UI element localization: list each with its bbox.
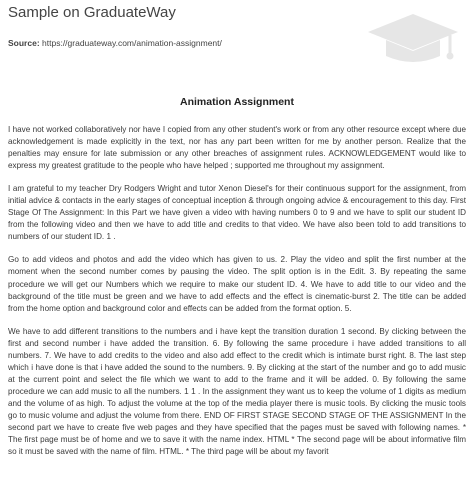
graduation-cap-icon (360, 10, 466, 70)
source-url[interactable]: https://graduateway.com/animation-assignment/ (42, 38, 222, 48)
paragraph: Go to add videos and photos and add the video which has given to us. 2. Play the video and split the first number at the moment when the second number comes by pausing the video. The split option is in the Edit. 3. By repeating the same procedure we will get our Numbers which we require to make our student ID. 4. We have to add title to our video and the background of the title must be green and we have to add effects and the effect is cinematic-burst 2. The title can be added from the home option and background color and effects can be added from the format option. 5. (8, 255, 466, 313)
source-label: Source: (8, 38, 40, 48)
site-title[interactable]: Sample on GraduateWay (8, 4, 176, 21)
paragraph: I have not worked collaboratively nor have I copied from any other student's work or from any other resource except where due acknowledgement is made explicitly in the text, nor has any part been written for me by another person. Realize that the penalties may ensure for late submission or any other breaches of assignment rules. ACKNOWLEDGEMENT would like to express my greatest gratitude to the people who have helped ; supported me throughout my assignment. (8, 125, 466, 171)
source-line (8, 38, 222, 48)
paragraph: We have to add different transitions to the numbers and i have kept the transition duration 1 second. By clicking between the first and second number i have added the transition. 6. By following the same procedure i have added transitions to all numbers. 7. We have to add credits to the video and also add effect to the credit which is intimate burst right. 8. The last step which i have done is that i have added the sound to the numbers. 9. By clicking at the start of the number and go to add music at the current point and select the file which we want to add to the frame and it will be added. 0. By following the same procedure we can add music to all the numbers. 1 1 . In the assignment they want us to keep the volume of 1 digits as medium and the volume of as high. To adjust the volume at the top of the media player there is music tools. By clicking the music tools go to music volume and adjust the volume from there. END OF FIRST STAGE SECOND STAGE OF THE ASSIGNMENT In the second part we have to create five web pages and they have specified that the pages must be saved with following names. * The first page must be of home and we to save it with the name index. HTML * The second page will be about informative film so it must be saved with the name of film. HTML. * The third page will be about my favorit (8, 326, 466, 457)
document-title: Animation Assignment (180, 96, 294, 108)
paragraph: I am grateful to my teacher Dry Rodgers Wright and tutor Xenon Diesel's for their continuous support for the assignment, from initial advice & contacts in the early stages of conceptual inception & through ongoing advice & encouragement to this day. First Stage Of The Assignment: In this Part we have given a video with having numbers 0 to 9 and we have to split our student ID from the following video and then we have to add title and credits to that video. We have also been told to add transitions to numbers of our student ID. 1 . (8, 184, 466, 242)
document-body (8, 124, 466, 469)
